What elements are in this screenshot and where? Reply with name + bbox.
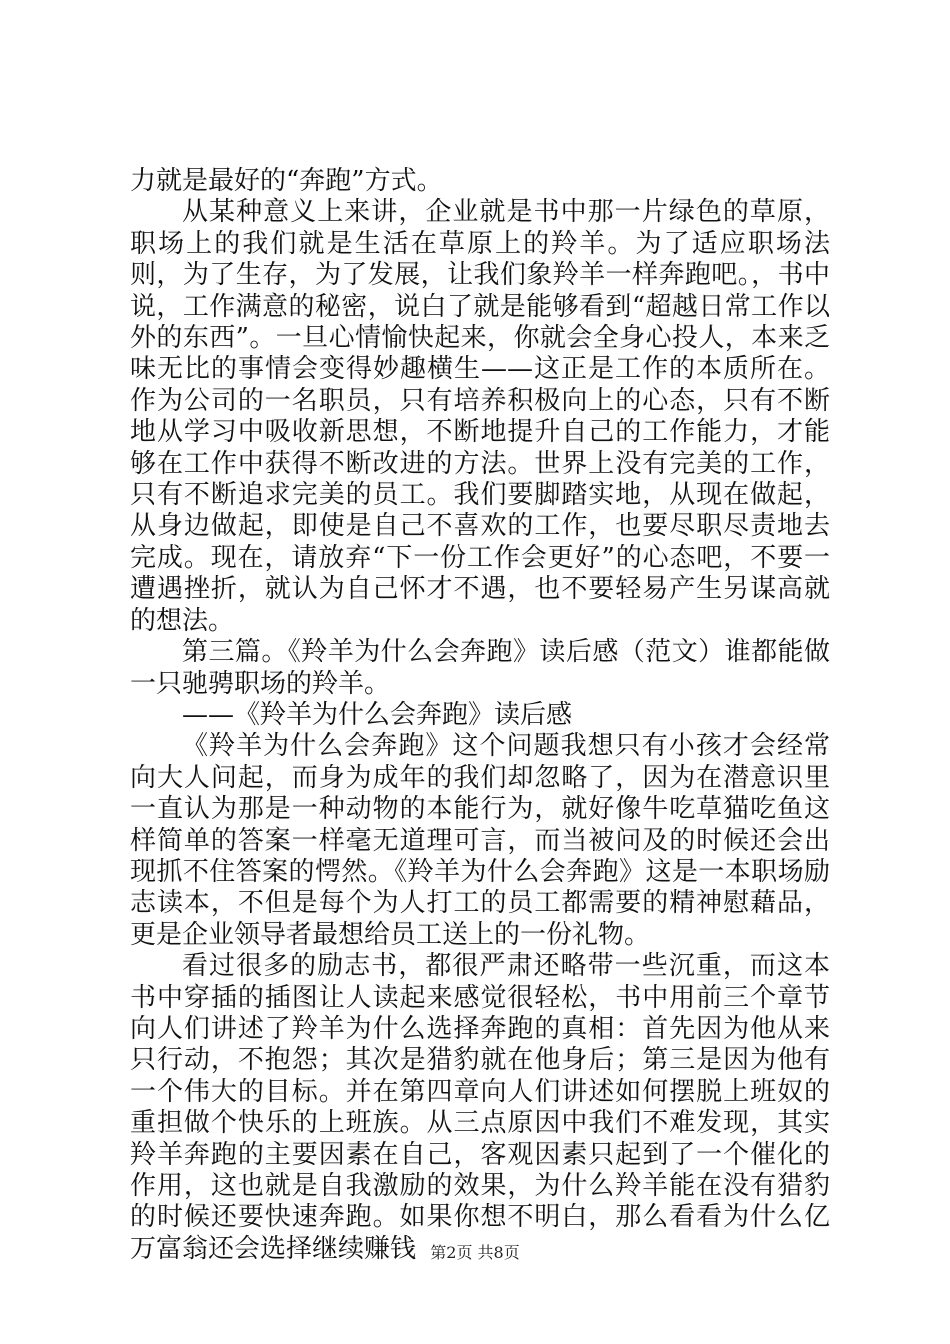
paragraph-subtitle: ——《羚羊为什么会奔跑》读后感 [182,699,573,730]
paragraph-book-intro: 《羚羊为什么会奔跑》这个问题我想只有小孩才会经常向大人问起，而身为成年的我们却忽略了，因为在潜意识里一直认为那是一种动物的本能行为，就好像牛吃草猫吃鱼这样简单的答案一样毫无道理可言，而当被问及的时候还会出现抓不住答案的愕然。《羚羊为什么会奔跑》这是一本职场励志读本，不但是每个为人打工的员工都需要的精神慰藉品，更是企业领导者最想给员工送上的一份礼物。 [130,731,830,950]
page-footer: 第2页 共8页 [430,1243,520,1262]
paragraph-workplace: 从某种意义上来讲，企业就是书中那一片绿色的草原，职场上的我们就是生活在草原上的羚羊。为了适应职场法则，为了生存，为了发展，让我们象羚羊一样奔跑吧。，书中说，工作满意的秘密，说白了就是能够看到“超越日常工作以外的东西”。一旦心情愉快起来，你就会全身心投人，本来乏味无比的事情会变得妙趣横生——这正是工作的本质所在。作为公司的一名职员，只有培养积极向上的心态，只有不断地从学习中吸收新思想，不断地提升自己的工作能力，才能够在工作中获得不断改进的方法。世界上没有完美的工作，只有不断追求完美的员工。我们要脚踏实地，从现在做起，从身边做起，即使是自己不喜欢的工作，也要尽职尽责地去完成。现在，请放弃“下一份工作会更好”的心态吧，不要一遭遇挫折，就认为自己怀才不遇，也不要轻易产生另谋高就的想法。 [130,197,830,636]
paragraph-book-review: 看过很多的励志书，都很严肃还略带一些沉重，而这本书中穿插的插图让人读起来感觉很轻松，书中用前三个章节向人们讲述了羚羊为什么选择奔跑的真相：首先因为他从来只行动，不抱怨；其次是猎豹就在他身后；第三是因为他有一个伟大的目标。并在第四章向人们讲述如何摆脱上班奴的重担做个快乐的上班族。从三点原因中我们不难发现，其实羚羊奔跑的主要因素在自己，客观因素只起到了一个催化的作用，这也就是自我激励的效果，为什么羚羊能在没有猎豹的时候还要快速奔跑。如果你想不明白，那么看看为什么亿万富翁还会选择继续赚钱 [130,951,830,1264]
paragraph-chapter-heading: 第三篇。《羚羊为什么会奔跑》读后感（范文）谁都能做一只驰骋职场的羚羊。 [130,637,830,699]
paragraph-continuation: 力就是最好的“奔跑”方式。 [130,166,443,196]
document-body [130,166,830,1265]
